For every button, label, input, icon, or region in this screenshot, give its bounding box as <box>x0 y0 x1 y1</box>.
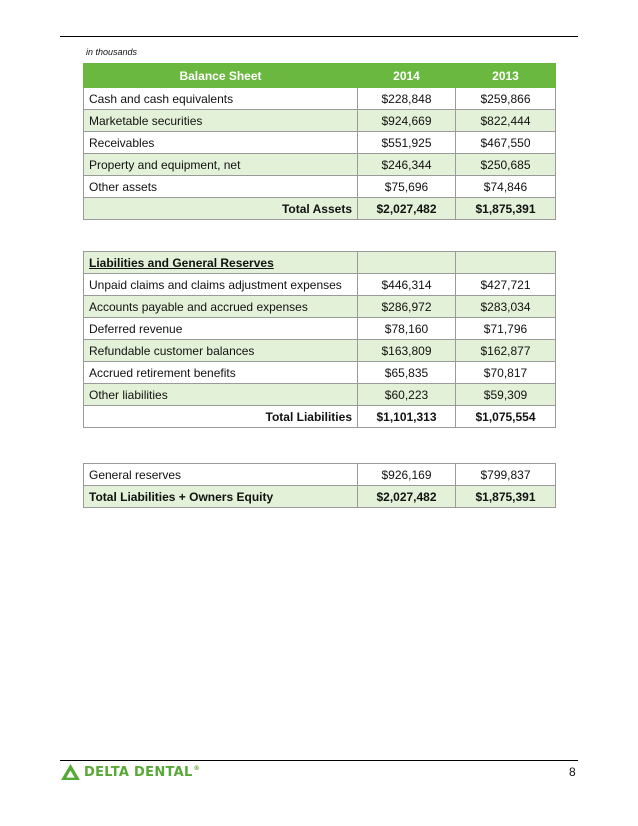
value-2013: $467,550 <box>456 132 556 154</box>
value-2014: $446,314 <box>358 274 456 296</box>
table-row <box>84 88 556 110</box>
value-2014: $75,696 <box>358 176 456 198</box>
row-label: Accounts payable and accrued expenses <box>84 296 358 318</box>
value-2014: $246,344 <box>358 154 456 176</box>
value-2013: $283,034 <box>456 296 556 318</box>
total-2013: $1,075,554 <box>456 406 556 428</box>
value-2013: $799,837 <box>456 464 556 486</box>
assets-header-row <box>84 64 556 88</box>
trademark-symbol: ® <box>193 764 200 772</box>
units-note: in thousands <box>86 47 138 57</box>
empty-cell <box>456 252 556 274</box>
table-row <box>84 154 556 176</box>
table-row <box>84 318 556 340</box>
table-row <box>84 340 556 362</box>
value-2014: $228,848 <box>358 88 456 110</box>
row-label: Deferred revenue <box>84 318 358 340</box>
empty-cell <box>358 252 456 274</box>
value-2013: $59,309 <box>456 384 556 406</box>
table-row <box>84 110 556 132</box>
table-row <box>84 362 556 384</box>
row-label: Other assets <box>84 176 358 198</box>
value-2013: $822,444 <box>456 110 556 132</box>
liabilities-heading: Liabilities and General Reserves <box>89 255 274 270</box>
total-2013: $1,875,391 <box>456 486 556 508</box>
value-2013: $162,877 <box>456 340 556 362</box>
table-row <box>84 274 556 296</box>
bottom-rule <box>60 760 578 761</box>
row-label: Marketable securities <box>84 110 358 132</box>
value-2014: $65,835 <box>358 362 456 384</box>
delta-dental-logo <box>61 763 200 781</box>
value-2013: $71,796 <box>456 318 556 340</box>
value-2014: $60,223 <box>358 384 456 406</box>
total-label: Total Assets <box>84 198 358 220</box>
logo-text: DELTA DENTAL® <box>84 764 200 780</box>
value-2013: $74,846 <box>456 176 556 198</box>
total-2013: $1,875,391 <box>456 198 556 220</box>
row-label: Other liabilities <box>84 384 358 406</box>
total-liabilities-row <box>84 406 556 428</box>
table-row <box>84 384 556 406</box>
page-number: 8 <box>569 765 576 779</box>
total-equity-row <box>84 486 556 508</box>
delta-triangle-icon <box>61 764 80 780</box>
table-row <box>84 176 556 198</box>
total-2014: $2,027,482 <box>358 486 456 508</box>
total-label: Total Liabilities <box>84 406 358 428</box>
row-label: Refundable customer balances <box>84 340 358 362</box>
section-heading <box>84 252 358 274</box>
header-year-2014: 2014 <box>358 64 456 88</box>
liabilities-table <box>83 251 556 428</box>
value-2014: $924,669 <box>358 110 456 132</box>
value-2014: $286,972 <box>358 296 456 318</box>
row-label: General reserves <box>84 464 358 486</box>
reserves-table <box>83 463 556 508</box>
value-2014: $551,925 <box>358 132 456 154</box>
value-2014: $163,809 <box>358 340 456 362</box>
row-label: Unpaid claims and claims adjustment expenses <box>84 274 358 296</box>
total-2014: $1,101,313 <box>358 406 456 428</box>
value-2014: $78,160 <box>358 318 456 340</box>
total-assets-row <box>84 198 556 220</box>
total-2014: $2,027,482 <box>358 198 456 220</box>
value-2013: $70,817 <box>456 362 556 384</box>
assets-table <box>83 63 556 220</box>
row-label: Cash and cash equivalents <box>84 88 358 110</box>
value-2014: $926,169 <box>358 464 456 486</box>
value-2013: $427,721 <box>456 274 556 296</box>
total-label: Total Liabilities + Owners Equity <box>84 486 358 508</box>
table-row <box>84 132 556 154</box>
top-rule <box>60 36 578 37</box>
header-title: Balance Sheet <box>84 64 358 88</box>
liabilities-heading-row <box>84 252 556 274</box>
row-label: Receivables <box>84 132 358 154</box>
value-2013: $250,685 <box>456 154 556 176</box>
value-2013: $259,866 <box>456 88 556 110</box>
header-year-2013: 2013 <box>456 64 556 88</box>
row-label: Accrued retirement benefits <box>84 362 358 384</box>
row-label: Property and equipment, net <box>84 154 358 176</box>
table-row <box>84 464 556 486</box>
table-row <box>84 296 556 318</box>
